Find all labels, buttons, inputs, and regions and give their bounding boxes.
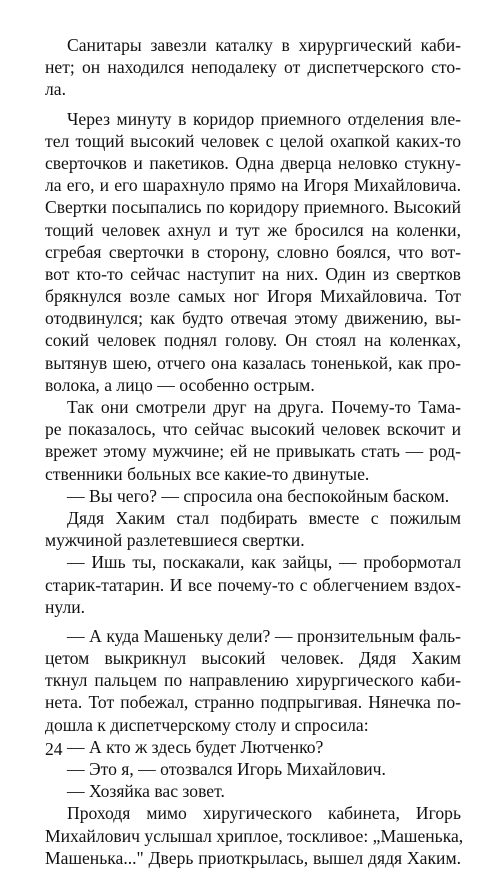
text-line: сгребая сверточки в сторону, словно боялся, что вот- <box>45 241 461 262</box>
text-line: — Это я, — отозвался Игорь Михайлович. <box>67 759 386 779</box>
text-line: ре показалось, что сейчас высокий человек вскочит и <box>45 419 461 440</box>
text-line: мужчиной разлетевшиеся свертки. <box>45 530 305 551</box>
text-line: — Хозяйка вас зовет. <box>67 781 225 802</box>
text-line: врежет этому мужчине; ей не привыкать стать — род- <box>45 441 461 462</box>
text-line: ла его, и его шарахнуло прямо на Игоря Михайловича. <box>45 175 461 196</box>
page-text <box>45 34 464 869</box>
text-line: Свертки посыпались по коридору приемного. Высокий <box>45 197 461 218</box>
paragraph-2 <box>45 108 461 396</box>
paragraph-6 <box>45 551 461 618</box>
text-line: брякнулся возле самых ног Игоря Михайловича. Тот <box>45 286 461 307</box>
paragraph-11 <box>45 802 464 869</box>
text-line: дошла к диспетчерскому столу и спросила: <box>45 714 369 735</box>
text-line: отодвинулся; как будто отвечая этому движению, вы- <box>45 308 461 329</box>
page-number: 24 <box>45 739 63 759</box>
paragraph-10 <box>45 780 461 802</box>
text-line: Через минуту в коридор приемного отделения вле- <box>67 108 461 129</box>
text-line: — Ишь ты, поскакали, как зайцы, — пробормотал <box>67 552 461 573</box>
text-line: нета. Тот побежал, странно подпрыгивая. Нянечка по- <box>45 692 461 713</box>
paragraph-4 <box>45 485 461 507</box>
text-line: старик-татарин. И все почему-то с облегчением вздох- <box>45 574 461 595</box>
text-line: Санитары завезли каталку в хирургический каби- <box>67 35 461 55</box>
text-line: нет; он находился неподалеку от диспетчерского сто- <box>45 57 461 78</box>
text-line: Проходя мимо хиругического кабинета, Игорь <box>67 803 461 824</box>
paragraph-9 <box>45 758 461 780</box>
text-line: ственники больных все какие-то двинутые. <box>45 463 370 484</box>
text-line: Машенька..." Дверь приоткрылась, вышел дядя Хаким. <box>45 847 461 868</box>
paragraph-1 <box>45 34 461 101</box>
text-line: Михайлович услышал хриплое, тоскливое: „Машенька, <box>45 825 464 846</box>
text-line: тощий человек ахнул и тут же бросился на коленки, <box>45 219 461 240</box>
text-line: — А кто ж здесь будет Лютченко? <box>67 736 324 757</box>
text-line: — А куда Машеньку дели? — пронзительным фаль- <box>67 625 461 646</box>
text-line: вот кто-то сейчас наступит на них. Один из свертков <box>45 263 461 284</box>
text-line: сокий человек поднял голову. Он стоял на коленках, <box>45 330 461 351</box>
text-line: сверточков и пакетиков. Одна дверца неловко стукну- <box>45 152 461 173</box>
text-line: тел тощий высокий человек с целой охапкой каких-то <box>45 130 461 151</box>
text-line: Так они смотрели друг на друга. Почему-то Тама- <box>67 397 461 417</box>
paragraph-3 <box>45 396 461 485</box>
paragraph-8 <box>45 736 461 758</box>
text-line: нули. <box>45 596 86 617</box>
paragraph-7 <box>45 625 461 736</box>
text-line: цетом выкрикнул высокий человек. Дядя Хаким <box>45 648 461 669</box>
text-line: ткнул пальцем по направлению хирургического каби- <box>45 670 461 691</box>
text-line: Дядя Хаким стал подбирать вместе с пожилым <box>67 507 461 528</box>
text-line: волока, а лицо — особенно острым. <box>45 374 315 395</box>
text-line: ла. <box>45 79 66 100</box>
text-line: вытянув шею, отчего она казалась тоненькой, как про- <box>45 352 461 373</box>
text-line: — Вы чего? — спросила она беспокойным баском. <box>67 485 450 506</box>
paragraph-5 <box>45 507 461 551</box>
